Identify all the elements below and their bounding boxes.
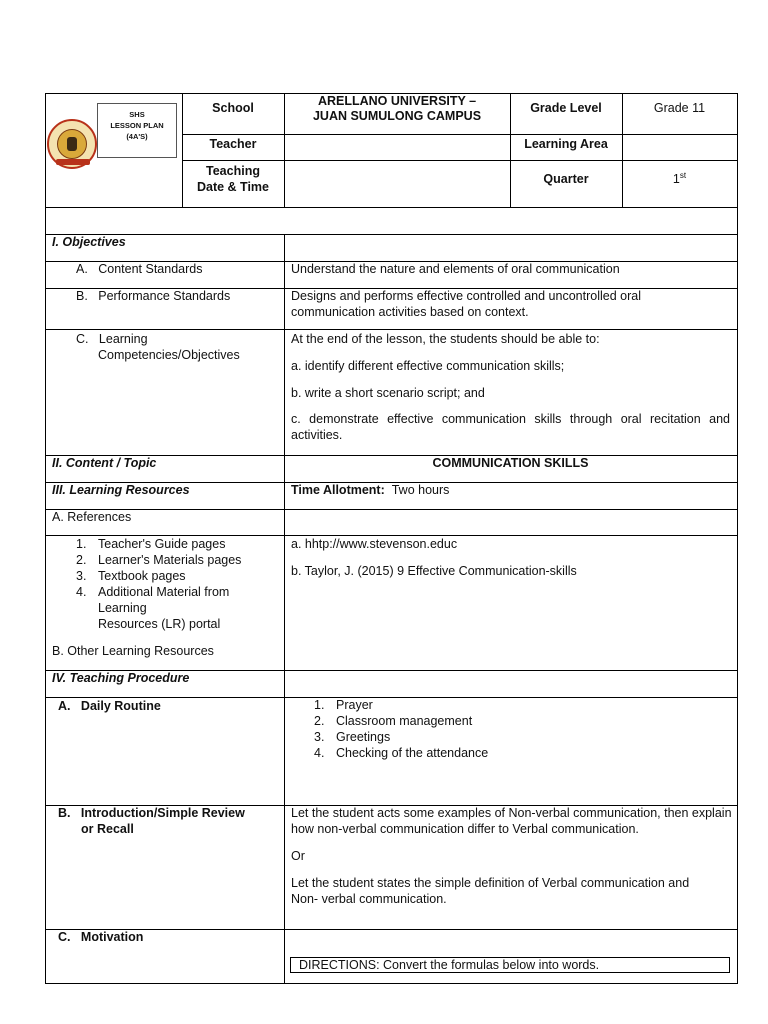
references-label: A. References — [52, 510, 132, 524]
reference-item: Textbook pages — [98, 569, 186, 583]
routine-number: 4. — [314, 746, 325, 760]
time-allotment-value: Two hours — [391, 483, 450, 497]
competencies-intro: At the end of the lesson, the students should be able to: — [291, 332, 600, 346]
introduction-text: Let the student states the simple definition of Verbal communication and Non- verbal communication. — [291, 876, 690, 906]
table-border — [45, 329, 738, 330]
reference-item: Additional Material from — [98, 585, 230, 599]
quarter-number: 1 — [672, 172, 680, 186]
objectives-heading: I. Objectives — [52, 235, 126, 249]
competency-item: a. identify different effective communication skills; — [291, 359, 565, 373]
table-border — [45, 929, 738, 930]
table-border — [737, 93, 738, 984]
logo-box-line: SHS — [129, 110, 145, 119]
table-border — [182, 134, 738, 135]
learning-area-label: Learning Area — [524, 137, 608, 151]
competency-item: b. write a short scenario script; and — [291, 386, 485, 400]
time-allotment — [291, 482, 449, 498]
table-border — [45, 234, 738, 235]
other-resources-label: B. Other Learning Resources — [52, 644, 214, 658]
reference-b: b. Taylor, J. (2015) 9 Effective Communication-skills — [291, 564, 577, 578]
introduction-or: Or — [291, 849, 305, 863]
quarter-suffix: st — [679, 170, 687, 180]
table-border — [284, 234, 285, 984]
school-value-line: JUAN SUMULONG CAMPUS — [312, 109, 482, 123]
content-standards-value: Understand the nature and elements of oral communication — [291, 262, 620, 276]
routine-item: Checking of the attendance — [336, 746, 489, 760]
logo-box-line: LESSON PLAN — [110, 121, 164, 130]
routine-item: Greetings — [336, 730, 391, 744]
time-allotment-label: Time Allotment: — [291, 483, 385, 497]
table-border — [45, 93, 46, 984]
content-standards-label: A. Content Standards — [76, 262, 203, 276]
reference-item-continued: Learning — [98, 601, 147, 615]
routine-number: 3. — [314, 730, 325, 744]
performance-standards-value: Designs and performs effective controlled and uncontrolled oral communication activities based on context. — [291, 289, 641, 319]
school-label: School — [212, 101, 254, 115]
directions-box — [290, 957, 730, 973]
teacher-label: Teacher — [209, 137, 257, 151]
competency-item: c. demonstrate effective communication skills through oral recitation and activities. — [291, 412, 730, 442]
lesson-plan-label-box — [97, 103, 177, 158]
routine-number: 2. — [314, 714, 325, 728]
performance-standards-label: B. Performance Standards — [76, 289, 231, 303]
table-border — [45, 983, 738, 984]
directions-text: DIRECTIONS: Convert the formulas below into words. — [299, 958, 600, 972]
grade-level-label: Grade Level — [530, 101, 602, 115]
reference-item-number: 2. — [76, 553, 87, 567]
reference-item-continued: Resources (LR) portal — [98, 617, 221, 631]
content-topic-heading: II. Content / Topic — [52, 456, 157, 470]
quarter-value — [622, 171, 737, 187]
introduction-label: B. Introduction/Simple Review — [58, 806, 245, 820]
table-border — [45, 509, 738, 510]
motivation-label: C. Motivation — [58, 930, 144, 944]
reference-item: Learner's Materials pages — [98, 553, 242, 567]
routine-item: Classroom management — [336, 714, 473, 728]
school-value-line: ARELLANO UNIVERSITY – — [317, 94, 477, 108]
reference-item-number: 4. — [76, 585, 87, 599]
routine-number: 1. — [314, 698, 325, 712]
table-border — [182, 160, 738, 161]
reference-item-number: 3. — [76, 569, 87, 583]
reference-a: a. hhtp://www.stevenson.educ — [291, 537, 458, 551]
table-border — [45, 207, 738, 208]
routine-item: Prayer — [336, 698, 373, 712]
introduction-text: Let the student acts some examples of Non-verbal communication, then explain how non-verbal communication differ to Verbal communication. — [291, 806, 732, 836]
teaching-procedure-heading: IV. Teaching Procedure — [52, 671, 190, 685]
learning-resources-heading: III. Learning Resources — [52, 483, 190, 497]
grade-level-value: Grade 11 — [653, 101, 706, 115]
reference-item-number: 1. — [76, 537, 87, 551]
daily-routine-label: A. Daily Routine — [58, 699, 161, 713]
logo-box-line: (4A'S) — [126, 132, 148, 141]
quarter-label: Quarter — [543, 172, 589, 186]
introduction-label: or Recall — [81, 822, 134, 836]
date-time-label: Teaching — [206, 164, 260, 178]
competencies-label: C. Learning — [76, 332, 148, 346]
topic-title: COMMUNICATION SKILLS — [432, 456, 589, 470]
competencies-label: Competencies/Objectives — [98, 348, 240, 362]
reference-item: Teacher's Guide pages — [98, 537, 226, 551]
university-seal-logo — [47, 119, 97, 169]
date-time-label: Date & Time — [196, 180, 269, 194]
